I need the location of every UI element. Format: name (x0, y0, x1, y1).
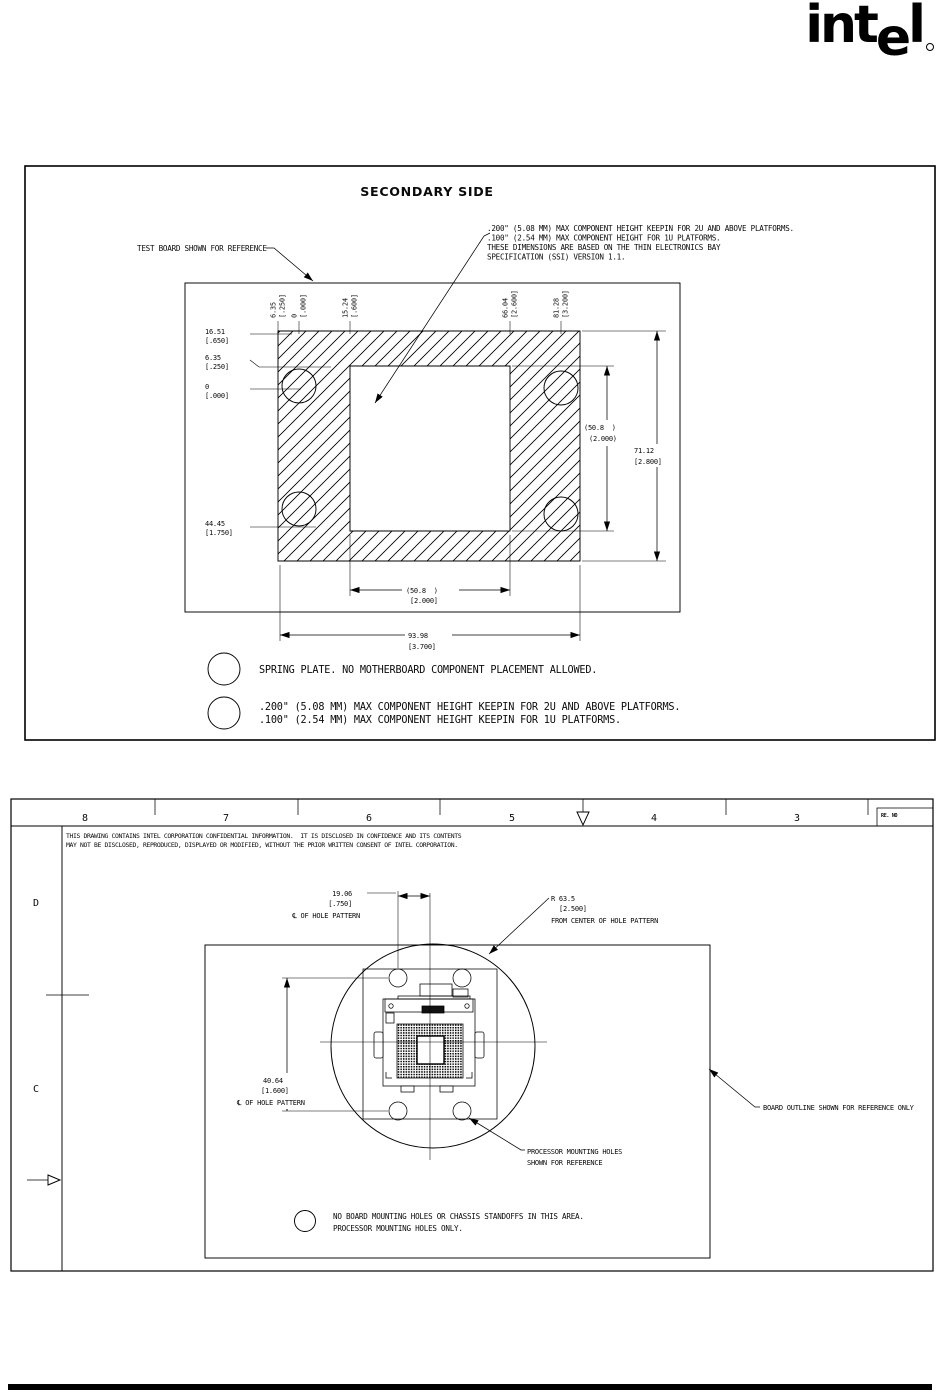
socket-tab-bottom-left (401, 1086, 414, 1092)
hatched-circle-icon (295, 1211, 316, 1232)
dim-inch: [.250] (278, 294, 287, 318)
panel2-hole-pattern-sheet (11, 799, 933, 1271)
dim-mm: 81.28 (552, 298, 561, 318)
logo-l: l (908, 0, 923, 55)
note-line: THESE DIMENSIONS ARE BASED ON THE THIN ELECTRONICS BAY (487, 243, 721, 252)
zone-row: C (32, 1084, 40, 1095)
socket-tab-right (475, 1032, 484, 1058)
zone-col: 6 (365, 813, 373, 824)
radius-note: FROM CENTER OF HOLE PATTERN (551, 917, 659, 925)
socket-label (422, 1006, 444, 1013)
dim-mm: 66.04 (501, 298, 510, 318)
dim-inch: [.750] (328, 900, 352, 908)
dim-centerline-label: ℄ OF HOLE PATTERN (237, 1099, 305, 1107)
leader-line (469, 1118, 525, 1150)
board-outline-callout (709, 1069, 915, 1112)
socket-corner-mark-left (386, 1072, 392, 1078)
dim-inch: [.600] (350, 294, 359, 318)
dim-mm: 6.35 (205, 354, 221, 362)
logo-dropped-e: e (875, 8, 909, 68)
dim-mm: 0 (205, 383, 209, 391)
zone-col: 7 (222, 813, 230, 824)
socket-corner-mark-right (466, 1072, 472, 1078)
dim-mm: 19.06 (332, 890, 352, 898)
note-line: .200" (5.08 MM) MAX COMPONENT HEIGHT KEEPIN FOR 2U AND ABOVE PLATFORMS. (487, 224, 794, 233)
dim-inch: [.000] (205, 392, 229, 400)
plain-circle-icon (208, 697, 240, 729)
zone-col: 4 (650, 813, 658, 824)
radius-value: R 63.5 (551, 895, 575, 903)
dim-inch: (2.000) (589, 435, 617, 443)
dim-mm: 71.12 (634, 447, 654, 455)
socket-corner-key (386, 1013, 394, 1023)
dim-inch: [.250] (205, 363, 229, 371)
dim-inch: [3.700] (408, 643, 436, 651)
dim-top-2 (342, 294, 359, 318)
mounting-hole-bottom-left (389, 1102, 407, 1120)
dim-inch: [2.600] (510, 290, 519, 318)
processor-holes-line1: PROCESSOR MOUNTING HOLES (527, 1148, 623, 1156)
socket-screw-left (389, 1004, 393, 1008)
dim-inch: [2.800] (634, 458, 662, 466)
dim-inch: [1.750] (205, 529, 233, 537)
dim-top-1 (291, 294, 308, 318)
socket-screw-right (465, 1004, 469, 1008)
processor-holes-line2: SHOWN FOR REFERENCE (527, 1159, 603, 1167)
mounting-hole-bottom-right (453, 1102, 471, 1120)
dim-top-0 (270, 294, 287, 318)
dim-mm: 40.64 (263, 1077, 283, 1085)
dim-mm: 44.45 (205, 520, 225, 528)
spring-plate-hatched-area (278, 331, 580, 561)
zone-col: 3 (793, 813, 801, 824)
radius-inch: [2.500] (559, 905, 587, 913)
dim-mm: (50.8 ) (406, 587, 438, 595)
dim-mm: (50.8 ) (584, 424, 616, 432)
socket-top-bar (398, 996, 470, 999)
dim-mm: 0 (290, 314, 299, 318)
dim-inch: [3.200] (561, 290, 570, 318)
legend-spring-plate-text: SPRING PLATE. NO MOTHERBOARD COMPONENT PLACEMENT ALLOWED. (259, 665, 598, 676)
test-board-label: TEST BOARD SHOWN FOR REFERENCE (137, 244, 267, 253)
socket-cam-block (420, 984, 452, 996)
sheet-center-marker-icon (577, 799, 589, 825)
confidential-line1: THIS DRAWING CONTAINS INTEL CORPORATION CONFIDENTIAL INFORMATION. IT IS DISCLOSED IN CONFIDENCE AND ITS CONTENTS (66, 832, 462, 840)
dim-hole-vertical (236, 978, 388, 1111)
dim-inch: [.650] (205, 337, 229, 345)
board-outline-label: BOARD OUTLINE SHOWN FOR REFERENCE ONLY (763, 1104, 914, 1112)
hatched-circle-icon (208, 653, 240, 685)
keepin-note (487, 224, 794, 262)
legend-keepin-line2: .100" (2.54 MM) MAX COMPONENT HEIGHT KEEPIN FOR 1U PLATFORMS. (259, 715, 621, 726)
dim-inch: [1.600] (261, 1087, 289, 1095)
panel1-legend (208, 653, 680, 729)
keepout-note-line2: PROCESSOR MOUNTING HOLES ONLY. (333, 1224, 463, 1233)
mounting-hole-top-left (389, 969, 407, 987)
legend-keepin-line1: .200" (5.08 MM) MAX COMPONENT HEIGHT KEEPIN FOR 2U AND ABOVE PLATFORMS. (259, 702, 681, 713)
dim-mm: 16.51 (205, 328, 225, 336)
dim-mm: 6.35 (269, 302, 278, 318)
panel2-border (11, 799, 933, 1271)
zone-col: 5 (508, 813, 516, 824)
panel2-legend (295, 1211, 584, 1234)
socket-center-cavity (417, 1036, 444, 1064)
zone-col: 8 (81, 813, 89, 824)
dim-top-4 (553, 290, 570, 318)
socket-tab-bottom-right (440, 1086, 453, 1092)
test-board-leader (266, 248, 313, 281)
processor-socket (374, 984, 484, 1092)
leader-line (489, 898, 549, 954)
left-margin-arrow-icon (27, 1175, 60, 1185)
note-line: .100" (2.54 MM) MAX COMPONENT HEIGHT FOR 1U PLATFORMS. (487, 233, 721, 243)
dim-centerline-label: ℄ OF HOLE PATTERN (292, 912, 360, 920)
dim-hole-horizontal (291, 890, 430, 968)
note-line: SPECIFICATION (SSI) VERSION 1.1. (487, 252, 626, 262)
dim-inch: [2.000] (410, 597, 438, 605)
confidential-line2: MAY NOT BE DISCLOSED, REPRODUCED, DISPLAYED OR MODIFIED, WITHOUT THE PRIOR WRITTEN CONSENT OF INTEL CORPORATION. (66, 841, 458, 849)
dim-mm: 93.98 (408, 632, 428, 640)
panel1-secondary-side (25, 166, 935, 740)
dim-top-3 (502, 290, 519, 318)
mounting-hole-top-right (453, 969, 471, 987)
title-box-label: RE. NO (881, 813, 898, 819)
keepin-note-leader (375, 233, 490, 403)
dim-inch: [.000] (299, 294, 308, 318)
socket-tab-left (374, 1032, 383, 1058)
bottom-rule (8, 1384, 932, 1390)
logo-int: int (805, 0, 876, 55)
keepout-note-line1: NO BOARD MOUNTING HOLES OR CHASSIS STANDOFFS IN THIS AREA. (333, 1212, 584, 1221)
dim-mm: 15.24 (341, 298, 350, 318)
panel1-title: SECONDARY SIDE (360, 184, 494, 199)
leader-line (709, 1069, 760, 1107)
processor-holes-callout (469, 1118, 622, 1167)
zone-row: D (32, 898, 40, 909)
